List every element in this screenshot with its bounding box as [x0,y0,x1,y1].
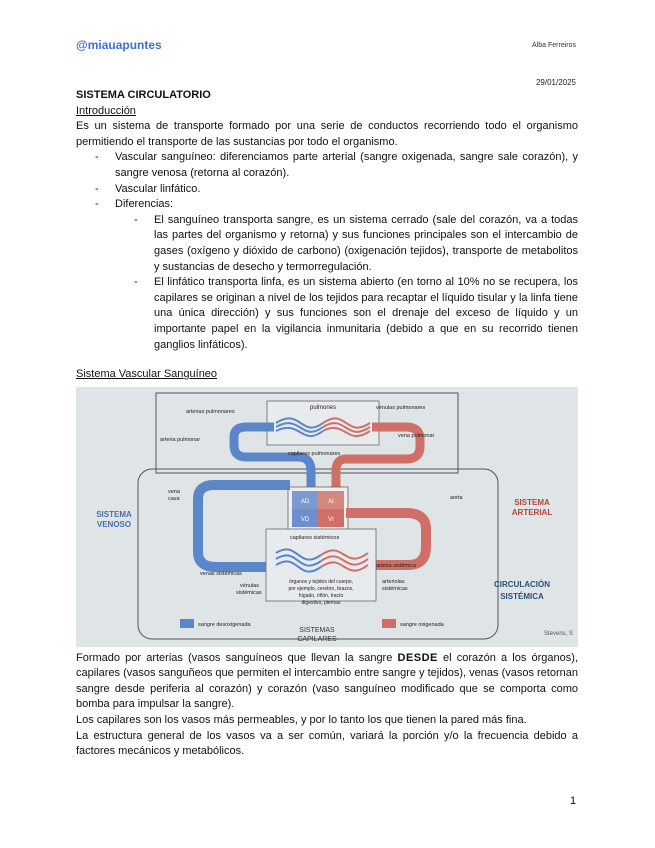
legend-oxygenated-swatch [382,619,396,628]
author-handle: @miauapuntes [76,38,162,52]
label-arterias-pulmonares: arterias pulmonares [186,408,235,415]
paragraph-vascular-start: Formado por arterias (vasos sanguíneos que llevan la sangre [76,651,398,664]
paragraph-vascular-end: el corazón a los órganos), capilares (vasos sanguñeos que permiten el intercambio entre sangre y tejidos), venas (vasos retornan sangre desde periferia al corazón) y corazón (vaso sanguíneo modificado que se comporta como bomba para impulsar la sangre). [76,651,578,711]
section-heading: Sistema Vascular Sanguíneo [76,368,218,381]
intro-paragraph: Es un sistema de transporte formado por una serie de conductos recorriendo todo el organismo permitiendo el transporte de las sustancias por todo el organismo. [76,120,578,148]
list-item: - Vascular sanguíneo: diferenciamos parte arterial (sangre oxigenada, sangre sale corazón), y sangre venosa (retorna al corazón). [76,150,578,181]
label-capilares-sistemicos: capilares sistémicos [290,534,340,541]
label-sistema-arterial-2: ARTERIAL [511,507,553,517]
bullet-list [76,150,578,353]
page-title: SISTEMA CIRCULATORIO [76,89,211,101]
list-item [76,197,578,353]
ai-label: AI [328,498,334,505]
sub-bullet-list [115,213,578,353]
legend-oxygenated-label: sangre oxigenada [400,621,444,628]
label-sistemas: SISTEMAS [299,626,335,634]
author-name: Alba Ferreiros [532,42,576,49]
label-venulas-sistemicas: sistémicas [236,589,262,596]
list-item: - Vascular linfático. [76,182,578,198]
organs-label-2: por ejemplo, cerebro, brazos, [288,585,354,592]
vd-label: VD [300,516,310,523]
document-body [76,88,578,760]
label-vena: vena [168,488,180,495]
label-sistema-venoso-2: VENOSO [96,519,132,529]
label-sistema-venoso-1: SISTEMA [96,509,132,519]
organs-label-3: hígado, riñón, tracto [298,592,344,599]
emphasis-desde: DESDE [397,651,438,664]
legend-deoxygenated-label: sangre desoxigenada [198,621,251,628]
label-sistema-arterial-1: SISTEMA [514,497,550,507]
label-aorta: aorta [450,494,463,501]
sub-list-item: - El linfático transporta linfa, es un sistema abierto (en torno al 10% no se recupera, los capilares se originan a nivel de los tejidos para recaptar el líquido tisular y la linfa tiene una única dirección) y sus funciones son el drenaje del exceso de líquido y un importante papel en la vigilancia inmunitaria (debido a que en su recorrido tienen ganglios linfáticos). [115,275,578,353]
circulatory-diagram [76,387,578,647]
organs-label-4: digestivo, piernas [301,599,341,606]
label-capilares-pulmonares: capilares pulmonares [288,450,341,457]
ad-label: AD [300,498,310,505]
figure-credit: Stevens, S [544,630,574,637]
label-arteriolas-sistemicas: sistémicas [382,585,408,592]
label-cava: cava [168,495,180,502]
label-venulas-pulmonares: vénulas pulmonares [376,404,426,411]
label-circulacion-2: SISTÉMICA [500,591,544,601]
organs-label-1: órganos y tejidos del cuerpo, [289,578,353,585]
label-arteriolas: arteriolas [382,578,405,585]
label-arteria-pulmonar: arteria pulmonar [160,436,201,443]
intro-heading: Introducción [76,104,136,117]
paragraph-capilares: Los capilares son los vasos más permeables, y por lo tanto los que tienen la pared más fina. [76,714,527,727]
label-circulacion-1: CIRCULACIÓN [494,579,550,589]
list-item-label: Diferencias: [115,198,174,211]
label-vena-pulmonar: vena pulmonar [398,432,435,439]
page-number: 1 [570,795,577,807]
document-date: 29/01/2025 [535,78,576,87]
legend-deoxygenated-swatch [180,619,194,628]
paragraph-estructura: La estructura general de los vasos va a ser común, variará la porción y/o la frecuencia debido a factores mecánicos y metabólicos. [76,729,578,758]
label-venulas: vénulas [240,582,259,589]
vi-label: VI [328,516,334,523]
label-arteria-sistemica: arteria sistémica [376,562,417,569]
paragraph-vascular [76,651,578,713]
lungs-label: pulmones [309,404,337,411]
sub-list-item: - El sanguíneo transporta sangre, es un sistema cerrado (sale del corazón, va a todas las partes del organismo y retorna) y sus funciones principales son el intercambio de gases (oxígeno y dióxido de carbono) (oxigenación tejidos), transporte de metabolitos y sustancias de desecho y termorregulación. [115,213,578,275]
diagram-svg [76,387,578,647]
label-capilares: CAPILARES [297,635,337,643]
label-venas-sistemicas: venas sistémicas [200,570,242,577]
